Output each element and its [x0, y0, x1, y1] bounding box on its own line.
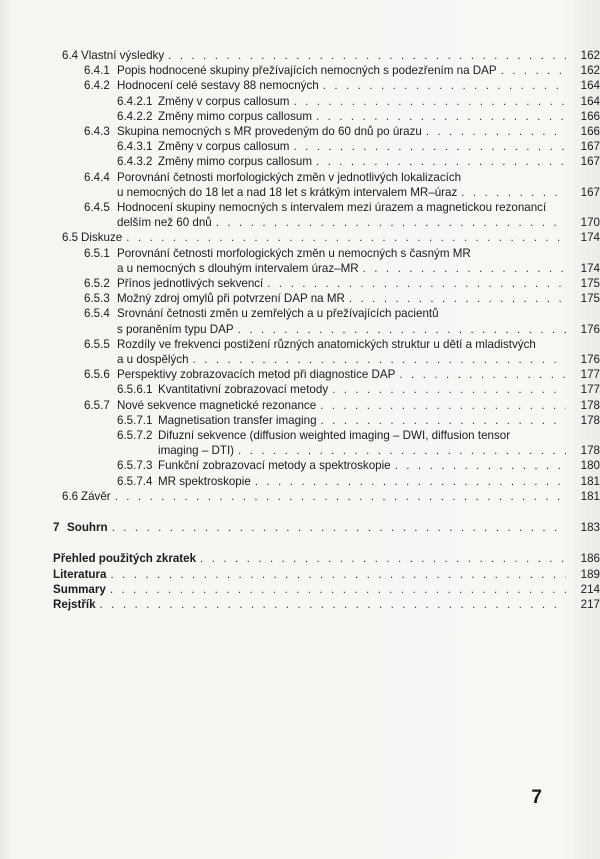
dot-leader	[323, 78, 566, 93]
toc-line	[0, 78, 600, 93]
dot-leader	[238, 443, 566, 458]
toc-title: Porovnání četnosti morfologických změn v jednotlivých lokalizacích	[117, 170, 462, 184]
toc-line	[0, 291, 600, 306]
toc-line	[0, 276, 600, 291]
toc-title: Literatura	[53, 567, 107, 581]
toc-title: Porovnání četnosti morfologických změn u nemocných s časným MR	[117, 246, 471, 260]
dot-leader	[238, 322, 566, 337]
toc-title: Změny mimo corpus callosum	[158, 155, 312, 169]
toc-title: delším než 60 dnů	[117, 216, 212, 230]
toc-title: Závěr	[81, 489, 111, 503]
toc-entry[interactable]	[0, 337, 600, 367]
dot-leader	[110, 582, 566, 597]
toc-entry[interactable]	[0, 139, 600, 154]
toc-entry[interactable]	[0, 398, 600, 413]
toc-number: 6.5.6.1	[117, 383, 153, 397]
toc-title: Změny v corpus callosum	[158, 94, 290, 108]
toc-page-number: 180	[580, 459, 600, 473]
toc-entry[interactable]	[0, 582, 600, 597]
dot-leader	[293, 139, 566, 154]
toc-title: Nové sekvence magnetické rezonance	[117, 398, 317, 412]
toc-number: 6.5.6	[84, 368, 110, 382]
toc-number: 6.4.2	[84, 79, 110, 93]
toc-title: Funkční zobrazovací metody a spektroskopie	[158, 459, 391, 473]
toc-page-number: 175	[580, 292, 600, 306]
toc-number: 6.4.3.1	[117, 140, 153, 154]
toc-page-number: 189	[580, 567, 600, 581]
toc-entry[interactable]	[0, 94, 600, 109]
toc-title: Magnetisation transfer imaging	[158, 413, 317, 427]
dot-leader	[193, 352, 566, 367]
dot-leader	[426, 124, 566, 139]
toc-entry[interactable]	[0, 230, 600, 245]
toc-line	[0, 170, 542, 185]
toc-entry[interactable]	[0, 170, 600, 200]
toc-line	[0, 582, 600, 597]
toc-number: 6.5.3	[84, 292, 110, 306]
toc-number: 6.4.3	[84, 125, 110, 139]
toc-page-number: 178	[580, 444, 600, 458]
toc-line	[0, 48, 600, 63]
dot-leader	[461, 185, 566, 200]
toc-title: imaging – DTI)	[158, 444, 235, 458]
toc-line	[0, 261, 600, 276]
toc-page-number: 170	[580, 216, 600, 230]
toc-entry[interactable]	[0, 458, 600, 473]
toc-page-number: 162	[580, 64, 600, 78]
dot-leader	[321, 413, 566, 428]
toc-line	[0, 139, 600, 154]
toc-number: 6.5.7.3	[117, 459, 153, 473]
dot-leader	[399, 367, 566, 382]
toc-line	[0, 230, 600, 245]
toc-entry[interactable]	[0, 109, 600, 124]
toc-page-number: 186	[580, 552, 600, 566]
toc-page-number: 181	[580, 474, 600, 488]
dot-leader	[395, 458, 566, 473]
toc-number: 6.4	[62, 49, 79, 62]
toc-number: 6.4.5	[84, 201, 110, 215]
toc-page-number: 176	[580, 322, 600, 336]
toc-number: 6.5.2	[84, 277, 110, 291]
toc-page-number: 174	[580, 261, 600, 275]
toc-title: Změny v corpus callosum	[158, 140, 290, 154]
toc-page-number: 176	[580, 353, 600, 367]
toc-title: Summary	[53, 582, 106, 596]
toc-line	[0, 337, 542, 352]
toc-line	[0, 109, 600, 124]
dot-leader	[100, 597, 566, 612]
dot-leader	[168, 48, 566, 63]
toc-title: Možný zdroj omylů při potvrzení DAP na MR	[117, 292, 345, 306]
toc-line	[0, 520, 600, 535]
dot-leader	[332, 382, 566, 397]
dot-leader	[293, 94, 566, 109]
toc-title: s poraněním typu DAP	[117, 322, 234, 336]
toc-line	[0, 474, 600, 489]
toc-number: 6.5.7.1	[117, 413, 153, 427]
toc-entry[interactable]	[0, 154, 600, 169]
dot-leader	[501, 63, 566, 78]
toc-title: Perspektivy zobrazovacích metod při diagnostice DAP	[117, 368, 396, 382]
toc-entry[interactable]	[0, 200, 600, 230]
toc-title: u nemocných do 18 let a nad 18 let s krátkým intervalem MR–úraz	[117, 185, 458, 199]
toc-entry[interactable]	[0, 306, 600, 336]
toc-line	[0, 382, 600, 397]
dot-leader	[110, 567, 566, 582]
toc-page-number: 167	[580, 140, 600, 154]
toc-line	[0, 413, 600, 428]
toc-number: 6.5.4	[84, 307, 110, 321]
toc-title: a u dospělých	[117, 353, 189, 367]
toc-number: 6.5.5	[84, 337, 110, 351]
toc-title: Přehled použitých zkratek	[53, 552, 197, 566]
toc-line	[0, 322, 600, 337]
toc-title: Difuzní sekvence (diffusion weighted imaging – DWI, diffusion tensor	[158, 429, 511, 443]
dot-leader	[320, 398, 566, 413]
toc-entry[interactable]	[0, 78, 600, 93]
toc-line	[0, 443, 600, 458]
toc-page-number: 183	[580, 521, 600, 535]
dot-leader	[363, 261, 566, 276]
toc-number: 6.5.7	[84, 398, 110, 412]
toc-line	[0, 63, 600, 78]
toc-number: 6.4.3.2	[117, 155, 153, 169]
toc-entry[interactable]	[0, 413, 600, 428]
dot-leader	[126, 230, 566, 245]
toc-page-number: 178	[580, 398, 600, 412]
toc-page-number: 167	[580, 155, 600, 169]
toc-number: 7	[53, 521, 60, 535]
dot-leader	[112, 520, 566, 535]
toc-line	[0, 489, 600, 504]
toc-page-number: 166	[580, 109, 600, 123]
toc-title: Hodnocení skupiny nemocných s intervalem mezi úrazem a magnetickou rezonancí	[117, 201, 547, 215]
toc-page-number: 167	[580, 185, 600, 199]
toc-title: Hodnocení celé sestavy 88 nemocných	[117, 79, 319, 93]
toc-number: 6.5.7.4	[117, 474, 153, 488]
toc-line	[0, 352, 600, 367]
table-of-contents	[0, 48, 600, 612]
toc-number: 6.6	[62, 489, 79, 503]
toc-page-number: 177	[580, 368, 600, 382]
toc-title: MR spektroskopie	[158, 474, 251, 488]
toc-line	[0, 215, 600, 230]
toc-line	[0, 124, 600, 139]
dot-leader	[316, 109, 566, 124]
toc-title: Přínos jednotlivých sekvencí	[117, 277, 264, 291]
toc-line	[0, 367, 600, 382]
toc-page-number: 166	[580, 125, 600, 139]
toc-number: 6.5.7.2	[117, 429, 153, 443]
toc-line	[0, 567, 600, 582]
toc-title: Změny mimo corpus callosum	[158, 109, 312, 123]
toc-page-number: 174	[580, 231, 600, 245]
toc-entry[interactable]	[0, 48, 600, 63]
toc-line	[0, 398, 600, 413]
toc-page-number: 177	[580, 383, 600, 397]
toc-line	[0, 246, 542, 261]
toc-title: Popis hodnocené skupiny přežívajících nemocných s podezřením na DAP	[117, 64, 497, 78]
toc-line	[0, 200, 547, 215]
toc-page-number: 181	[580, 489, 600, 503]
toc-entry[interactable]	[0, 428, 600, 458]
dot-leader	[316, 154, 566, 169]
toc-number: 6.4.2.1	[117, 94, 153, 108]
toc-title: Vlastní výsledky	[81, 49, 165, 62]
toc-entry[interactable]	[0, 597, 600, 612]
toc-entry[interactable]	[0, 551, 600, 566]
toc-entry[interactable]	[0, 291, 600, 306]
toc-page-number: 162	[580, 49, 600, 62]
dot-leader	[216, 215, 566, 230]
page-number: 7	[531, 787, 542, 808]
toc-entry[interactable]	[0, 520, 600, 535]
dot-leader	[200, 551, 566, 566]
toc-title: Rejstřík	[53, 597, 96, 611]
toc-entry[interactable]	[0, 367, 600, 382]
toc-entry[interactable]	[0, 124, 600, 139]
toc-entry[interactable]	[0, 246, 600, 276]
toc-page-number: 214	[580, 582, 600, 596]
toc-title: Rozdíly ve frekvenci postižení různých anatomických struktur u dětí a mladistvých	[117, 337, 536, 351]
toc-title: Souhrn	[67, 521, 108, 535]
toc-number: 6.4.2.2	[117, 109, 153, 123]
toc-line	[0, 551, 600, 566]
toc-entry[interactable]	[0, 63, 600, 78]
toc-page-number: 164	[580, 94, 600, 108]
toc-number: 6.4.4	[84, 170, 110, 184]
toc-title: Kvantitativní zobrazovací metody	[158, 383, 329, 397]
toc-line	[0, 458, 600, 473]
toc-number: 6.5.1	[84, 246, 110, 260]
dot-leader	[255, 474, 566, 489]
toc-line	[0, 154, 600, 169]
toc-line	[0, 185, 600, 200]
dot-leader	[267, 276, 566, 291]
toc-line	[0, 428, 542, 443]
toc-entry[interactable]	[0, 276, 600, 291]
toc-entry[interactable]	[0, 382, 600, 397]
toc-entry[interactable]	[0, 474, 600, 489]
dot-leader	[115, 489, 566, 504]
toc-title: Srovnání četnosti změn u zemřelých a u přežívajících pacientů	[117, 307, 439, 321]
toc-number: 6.4.1	[84, 64, 110, 78]
toc-title: a u nemocných s dlouhým intervalem úraz–MR	[117, 261, 359, 275]
toc-title: Skupina nemocných s MR provedeným do 60 dnů po úrazu	[117, 125, 422, 139]
toc-entry[interactable]	[0, 489, 600, 504]
toc-number: 6.5	[62, 231, 79, 245]
toc-page-number: 164	[580, 79, 600, 93]
toc-entry[interactable]	[0, 567, 600, 582]
dot-leader	[349, 291, 566, 306]
toc-title: Diskuze	[81, 231, 123, 245]
toc-line	[0, 306, 542, 321]
toc-line	[0, 94, 600, 109]
toc-line	[0, 597, 600, 612]
toc-page-number: 217	[580, 597, 600, 611]
toc-page-number: 178	[580, 413, 600, 427]
toc-page-number: 175	[580, 277, 600, 291]
